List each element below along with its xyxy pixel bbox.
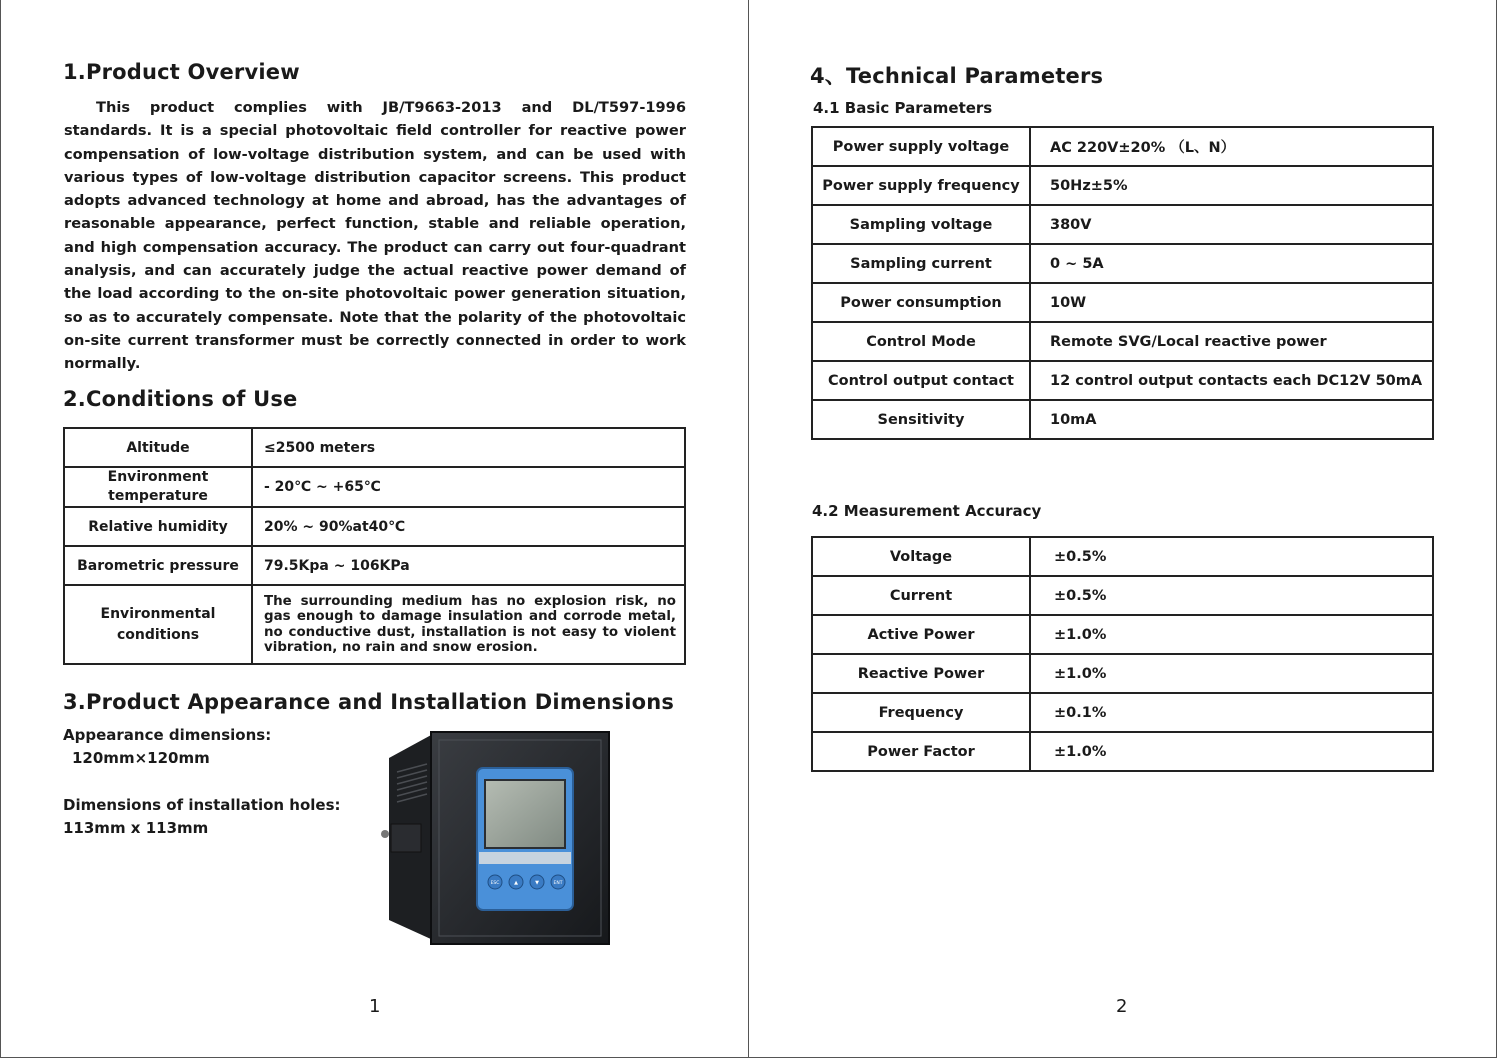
appearance-title: 3.Product Appearance and Installation Dimensions <box>63 690 675 714</box>
device-image <box>381 728 613 950</box>
param-label: Sampling current <box>812 244 1030 283</box>
table-row <box>812 693 1433 732</box>
accuracy-value: ±1.0% <box>1030 732 1433 771</box>
tech-title: 4、Technical Parameters <box>810 64 1104 88</box>
device-lcd <box>485 780 565 848</box>
table-row <box>812 654 1433 693</box>
accuracy-label: Reactive Power <box>812 654 1030 693</box>
condition-value: The surrounding medium has no explosion risk, no gas enough to damage insulation and corrode metal, no conductive dust, installation is not easy to violent vibration, no rain and snow erosion. <box>252 585 685 664</box>
ent-button-label: ENT <box>553 881 563 886</box>
accuracy-table <box>811 536 1434 772</box>
mounting-clip <box>391 824 421 852</box>
table-row <box>812 166 1433 205</box>
table-row <box>812 361 1433 400</box>
table-row <box>812 127 1433 166</box>
param-value: 0 ~ 5A <box>1030 244 1433 283</box>
param-value: Remote SVG/Local reactive power <box>1030 322 1433 361</box>
table-row <box>812 615 1433 654</box>
up-arrow-icon: ▲ <box>514 880 518 886</box>
param-label: Sensitivity <box>812 400 1030 439</box>
param-value: 10mA <box>1030 400 1433 439</box>
table-row <box>812 322 1433 361</box>
page-number: 1 <box>369 996 381 1017</box>
table-row <box>812 732 1433 771</box>
param-label: Sampling voltage <box>812 205 1030 244</box>
down-arrow-icon: ▼ <box>535 880 539 886</box>
esc-button-label: ESC <box>490 881 500 886</box>
accuracy-value: ±1.0% <box>1030 654 1433 693</box>
condition-value: - 20℃ ~ +65℃ <box>252 467 685 507</box>
param-value: 12 control output contacts each DC12V 50mA <box>1030 361 1433 400</box>
condition-label: Altitude <box>64 428 252 467</box>
condition-label: Relative humidity <box>64 507 252 546</box>
condition-label: Barometric pressure <box>64 546 252 585</box>
table-row <box>64 467 685 507</box>
param-value: 50Hz±5% <box>1030 166 1433 205</box>
page-number: 2 <box>1116 996 1128 1017</box>
accuracy-value: ±0.1% <box>1030 693 1433 732</box>
table-row <box>64 428 685 467</box>
holes-label: Dimensions of installation holes: <box>63 796 341 814</box>
condition-label: Environmental conditions <box>64 585 252 664</box>
accuracy-label: Current <box>812 576 1030 615</box>
accuracy-label: Active Power <box>812 615 1030 654</box>
accuracy-label: Frequency <box>812 693 1030 732</box>
table-row <box>812 576 1433 615</box>
overview-text: This product complies with JB/T9663-2013 and DL/T597-1996 standards. It is a special photovoltaic field controller for reactive power compensation of low-voltage distribution system, and can be used with various types of low-voltage distribution capacitor screens. This product adopts advanced technology at home and abroad, has the advantages of reasonable appearance, perfect function, stable and reliable operation, and high compensation accuracy. The product can carry out four-quadrant analysis, and can accurately judge the actual reactive power demand of the load according to the on-site photovoltaic power generation situation, so as to accurately compensate. Note that the polarity of the photovoltaic on-site current transformer must be correctly connected in order to work normally. <box>64 99 686 373</box>
conditions-title: 2.Conditions of Use <box>63 387 298 411</box>
condition-value: 79.5Kpa ~ 106KPa <box>252 546 685 585</box>
appearance-value: 120mm×120mm <box>72 749 210 767</box>
conditions-table <box>63 427 686 665</box>
table-row <box>812 283 1433 322</box>
condition-label: Environment temperature <box>64 467 252 507</box>
param-value: 10W <box>1030 283 1433 322</box>
param-label: Power supply frequency <box>812 166 1030 205</box>
accuracy-label: Power Factor <box>812 732 1030 771</box>
appearance-label: Appearance dimensions: <box>63 726 272 744</box>
table-row <box>812 205 1433 244</box>
param-label: Power supply voltage <box>812 127 1030 166</box>
table-row <box>812 400 1433 439</box>
table-row <box>64 585 685 664</box>
overview-title: 1.Product Overview <box>63 60 300 84</box>
table-row <box>812 537 1433 576</box>
table-row <box>64 507 685 546</box>
basic-title: 4.1 Basic Parameters <box>813 99 993 117</box>
param-value: AC 220V±20% （L、N） <box>1030 127 1433 166</box>
table-row <box>812 244 1433 283</box>
accuracy-title: 4.2 Measurement Accuracy <box>812 502 1042 520</box>
condition-value: ≤2500 meters <box>252 428 685 467</box>
param-value: 380V <box>1030 205 1433 244</box>
device-strip <box>479 852 571 864</box>
holes-value: 113mm x 113mm <box>63 819 209 837</box>
accuracy-value: ±0.5% <box>1030 576 1433 615</box>
table-row <box>64 546 685 585</box>
param-label: Control output contact <box>812 361 1030 400</box>
accuracy-value: ±0.5% <box>1030 537 1433 576</box>
accuracy-value: ±1.0% <box>1030 615 1433 654</box>
basic-parameters-table <box>811 126 1434 440</box>
param-label: Power consumption <box>812 283 1030 322</box>
page-1 <box>0 0 748 1058</box>
param-label: Control Mode <box>812 322 1030 361</box>
accuracy-label: Voltage <box>812 537 1030 576</box>
screw-icon <box>381 830 389 838</box>
condition-value: 20% ~ 90%at40℃ <box>252 507 685 546</box>
